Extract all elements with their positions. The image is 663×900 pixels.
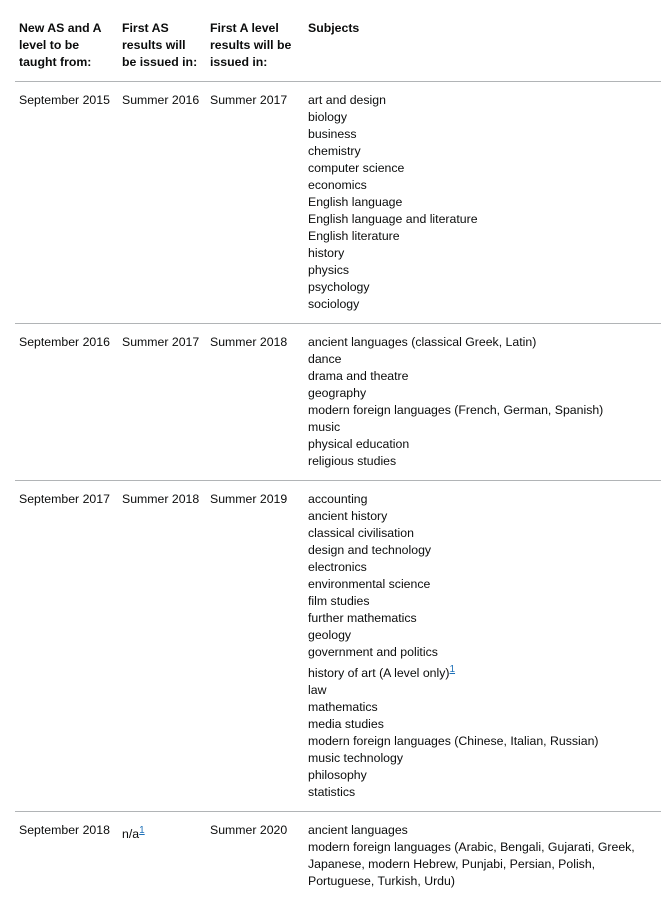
table-row (15, 324, 661, 481)
header-subjects: Subjects (304, 20, 661, 82)
table-row (15, 481, 661, 812)
header-first-a-level-results: First A level results will be issued in: (206, 20, 304, 82)
subject-item: further mathematics (308, 611, 417, 625)
a-level-results-cell: Summer 2020 (210, 823, 288, 838)
taught-from-cell: September 2016 (15, 324, 118, 481)
subjects-cell (304, 82, 661, 324)
table-row (15, 812, 661, 900)
subject-item: business (308, 127, 357, 141)
subject-item: classical civilisation (308, 526, 414, 540)
subject-item: chemistry (308, 144, 361, 158)
as-results-cell: Summer 2016 (118, 82, 206, 324)
subject-item: electronics (308, 560, 367, 574)
subject-item: English literature (308, 229, 400, 243)
header-first-as-results: First AS results will be issued in: (118, 20, 206, 82)
subject-item: modern foreign languages (French, German, Spanish) (308, 403, 604, 417)
subject-item: geology (308, 628, 352, 642)
subject-item: modern foreign languages (Chinese, Italian, Russian) (308, 734, 599, 749)
taught-from-cell: September 2015 (15, 82, 118, 324)
subject-item-with-footnote (308, 661, 657, 682)
subject-item: ancient languages (308, 823, 408, 838)
qualifications-table (15, 20, 661, 900)
as-results-cell: Summer 2018 (118, 481, 206, 812)
taught-from-cell: September 2017 (15, 481, 118, 812)
a-level-results-cell: Summer 2017 (206, 82, 304, 324)
subjects-cell (304, 324, 661, 481)
footnote-ref (139, 825, 145, 836)
subject-item: English language and literature (308, 212, 478, 226)
subject-item: English language (308, 195, 403, 209)
subject-item: religious studies (308, 454, 397, 468)
subjects-cell (304, 812, 661, 900)
subject-item: accounting (308, 492, 368, 506)
subject-item: statistics (308, 785, 356, 800)
subject-item: music (308, 420, 341, 434)
subject-item: physical education (308, 437, 410, 451)
subject-item: physics (308, 263, 350, 277)
subject-item: drama and theatre (308, 369, 409, 383)
a-level-results-cell: Summer 2018 (206, 324, 304, 481)
subject-item: psychology (308, 280, 370, 294)
subject-item: philosophy (308, 768, 367, 783)
subjects-cell (304, 481, 661, 812)
a-level-results-cell: Summer 2019 (206, 481, 304, 812)
footnote-link[interactable]: 1 (449, 664, 456, 675)
header-taught-from: New AS and A level to be taught from: (15, 20, 118, 82)
subject-item-label: history of art (A level only) (308, 666, 450, 681)
subject-item: music technology (308, 751, 404, 766)
subject-item: media studies (308, 717, 384, 732)
subject-item: history (308, 246, 345, 260)
footnote-link[interactable]: 1 (139, 825, 145, 837)
subject-item: ancient history (308, 509, 388, 523)
taught-from-cell: September 2018 (19, 823, 110, 838)
subject-item: geography (308, 386, 367, 400)
subject-item: law (308, 683, 327, 698)
subject-item: computer science (308, 161, 405, 175)
subject-item: sociology (308, 297, 360, 311)
subject-item: modern foreign languages (Arabic, Bengali, Gujarati, Greek, Japanese, modern Hebrew, Punjabi, Persian, Polish, Portuguese, Turkish, Urdu) (308, 840, 635, 889)
as-results-value: n/a (122, 827, 140, 842)
as-results-cell: Summer 2017 (118, 324, 206, 481)
subject-item: dance (308, 352, 342, 366)
table-row (15, 82, 661, 324)
footnote-ref (449, 664, 455, 675)
subject-item: mathematics (308, 700, 378, 715)
subject-item: government and politics (308, 645, 438, 659)
subject-item: economics (308, 178, 367, 192)
subject-item: art and design (308, 93, 386, 107)
subject-item: environmental science (308, 577, 431, 591)
subject-item: design and technology (308, 543, 432, 557)
subject-item: ancient languages (classical Greek, Latin) (308, 335, 537, 349)
as-results-cell (118, 812, 206, 900)
subject-item: biology (308, 110, 347, 124)
subject-item: film studies (308, 594, 370, 608)
table-header-row (15, 20, 661, 82)
